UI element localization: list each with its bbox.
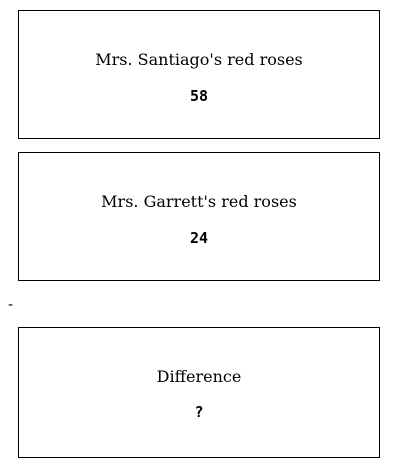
card-value: 58	[189, 87, 209, 105]
garrett-roses-card	[18, 152, 380, 281]
difference-label: Difference	[156, 367, 242, 386]
card-label: Mrs. Garrett's red roses	[101, 192, 297, 211]
difference-value: ?	[194, 403, 204, 421]
card-label: Mrs. Santiago's red roses	[95, 50, 303, 69]
card-value: 24	[189, 229, 209, 247]
santiago-roses-card	[18, 10, 380, 139]
difference-card	[18, 327, 380, 458]
minus-operator: -	[8, 297, 14, 313]
